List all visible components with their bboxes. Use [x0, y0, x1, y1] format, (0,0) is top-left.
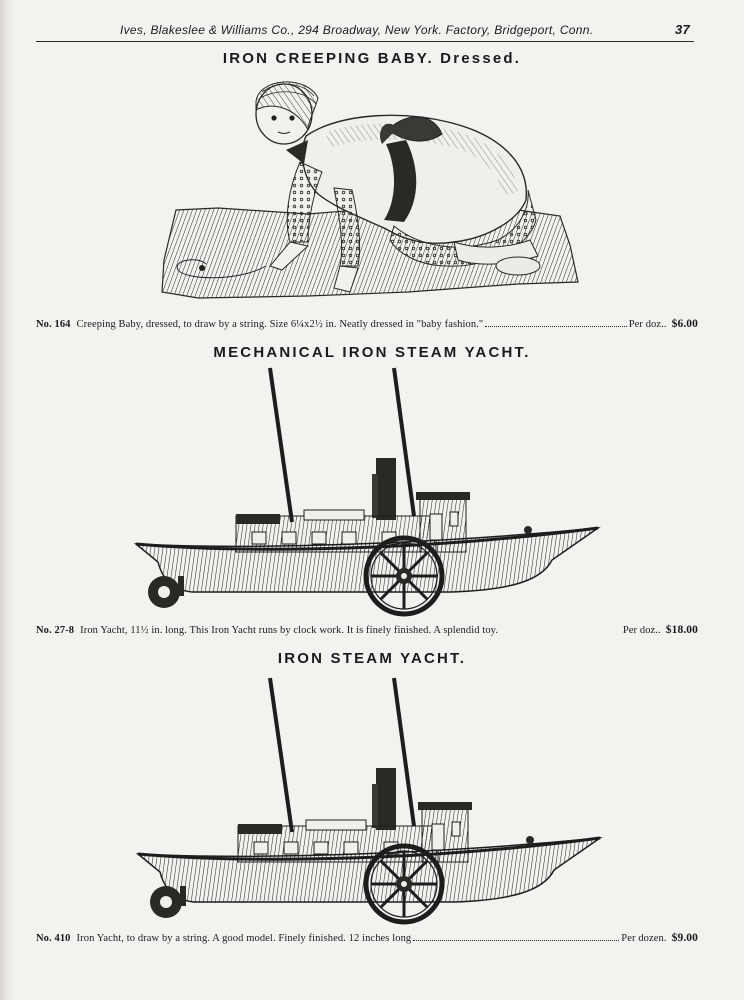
item-number: No. 27-8 [36, 625, 75, 636]
dot-leader [485, 326, 626, 327]
catalog-entry-164 [36, 318, 698, 330]
item-description: Creeping Baby, dressed, to draw by a string. Size 6¼x2½ in. Neatly dressed in "baby fashion." [76, 319, 484, 330]
item-description: Iron Yacht, 11½ in. long. This Iron Yacht runs by clock work. It is finely finished. A splendid toy. [80, 625, 499, 636]
dot-leader [413, 940, 619, 941]
page-edge [0, 0, 14, 1000]
catalog-entry-410 [36, 932, 698, 944]
running-header [40, 22, 690, 37]
item-price: $9.00 [671, 932, 698, 944]
item-number: No. 164 [36, 319, 71, 330]
dot-leader [500, 632, 621, 633]
catalog-entry-27-8 [36, 624, 698, 636]
iron-yacht-illustration [134, 674, 604, 926]
publisher-line: Ives, Blakeslee & Williams Co., 294 Broadway, New York. Factory, Bridgeport, Conn. [120, 23, 594, 37]
mechanical-yacht-illustration [132, 364, 602, 618]
section-title-creeping-baby: IRON CREEPING BABY. Dressed. [222, 50, 522, 67]
item-price: $18.00 [665, 624, 698, 636]
section-title-mechanical-yacht: MECHANICAL IRON STEAM YACHT. [213, 344, 531, 361]
item-number: No. 410 [36, 933, 71, 944]
creeping-baby-illustration [158, 70, 584, 315]
price-unit: Per doz.. [622, 625, 661, 636]
item-description: Iron Yacht, to draw by a string. A good model. Finely finished. 12 inches long [76, 933, 412, 944]
section-title-iron-yacht: IRON STEAM YACHT. [277, 650, 467, 667]
price-unit: Per doz.. [628, 319, 667, 330]
page-number: 37 [674, 22, 690, 37]
price-unit: Per dozen. [621, 933, 667, 944]
header-rule [36, 41, 694, 42]
item-price: $6.00 [671, 318, 698, 330]
